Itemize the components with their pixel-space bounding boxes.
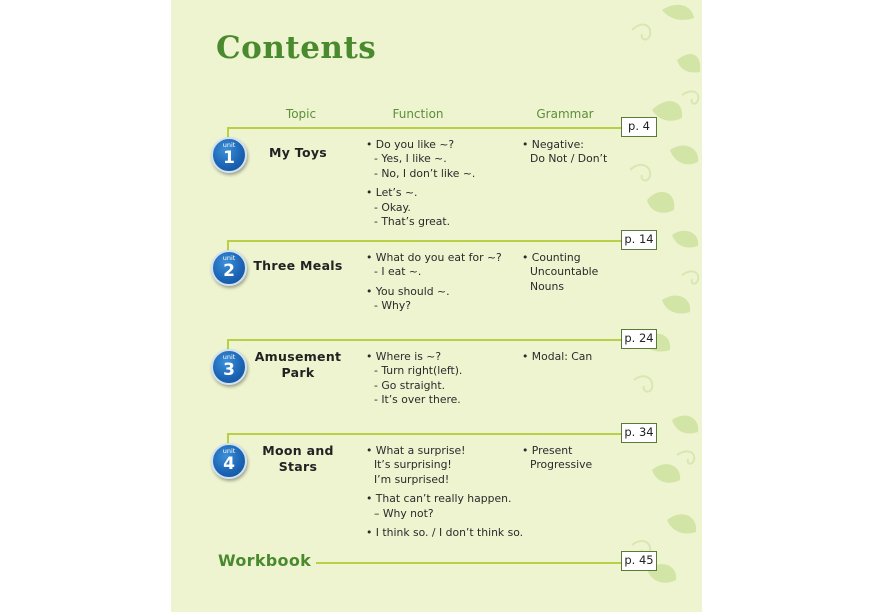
unit-divider-line (227, 339, 622, 341)
unit-topic-line: Amusement (254, 349, 342, 364)
unit-functions (366, 138, 516, 235)
column-header-topic: Topic (285, 107, 317, 121)
unit-topic[interactable] (249, 349, 347, 381)
grammar-point: • Modal: Can (522, 350, 593, 363)
unit-badge (211, 250, 247, 286)
column-header-function: Function (392, 107, 444, 121)
grammar-point: • Counting (522, 251, 581, 264)
function-item (366, 251, 516, 280)
unit-badge (211, 137, 247, 173)
function-response: - Go straight. (374, 378, 446, 392)
unit-badge (211, 443, 247, 479)
function-prompt: • Where is ~? (366, 350, 442, 363)
unit-badge-label: unit (222, 447, 236, 455)
unit-badge-label: unit (222, 141, 236, 149)
unit-badge-number: 4 (223, 454, 235, 474)
function-prompt: • What a surprise! (366, 444, 466, 457)
unit-functions (366, 444, 524, 546)
grammar-point: • Negative: (522, 138, 584, 151)
unit-topic-line: Three Meals (253, 258, 343, 273)
unit-topic[interactable] (249, 258, 347, 274)
contents-page (171, 0, 702, 612)
function-prompt: • Do you like ~? (366, 138, 455, 151)
unit-grammar (522, 138, 622, 167)
unit-functions (366, 350, 516, 413)
unit-divider-line (227, 433, 622, 435)
unit-badge (211, 349, 247, 385)
unit-grammar (522, 350, 622, 364)
function-response: - It’s over there. (374, 392, 461, 406)
function-response: – Why not? (374, 506, 434, 520)
unit-badge-label: unit (222, 254, 236, 262)
function-response: - Why? (374, 299, 411, 313)
unit-page-number[interactable]: p. 14 (621, 230, 657, 250)
unit-topic-line: Moon and (262, 443, 334, 458)
function-item (366, 492, 516, 521)
grammar-point: • Present (522, 444, 573, 457)
unit-topic-line: Stars (278, 459, 318, 474)
workbook-page-number[interactable]: p. 45 (621, 551, 657, 571)
unit-grammar (522, 251, 622, 294)
unit-functions (366, 251, 516, 319)
unit-divider-line (227, 240, 622, 242)
function-prompt: • I think so. / I don’t think so. (366, 526, 524, 540)
unit-topic[interactable] (249, 443, 347, 475)
function-item (366, 285, 516, 314)
function-item (366, 444, 516, 487)
grammar-point-line: Progressive (530, 458, 593, 472)
function-response: It’s surprising! (374, 458, 452, 472)
function-item (366, 350, 516, 407)
function-item (366, 526, 524, 540)
page-title: Contents (216, 30, 377, 66)
unit-topic-line: Park (281, 365, 315, 380)
function-item (366, 186, 516, 229)
function-response: - That’s great. (374, 214, 451, 228)
function-response: I’m surprised! (374, 472, 450, 486)
function-response: - I eat ~. (374, 265, 422, 279)
function-response: - No, I don’t like ~. (374, 166, 476, 180)
workbook-label[interactable]: Workbook (218, 551, 312, 570)
grammar-point-line: Nouns (530, 279, 564, 293)
column-header-grammar: Grammar (536, 107, 594, 121)
unit-page-number[interactable]: p. 24 (621, 329, 657, 349)
function-prompt: • That can’t really happen. (366, 492, 512, 506)
unit-badge-number: 1 (223, 148, 235, 168)
unit-topic[interactable] (249, 145, 347, 161)
function-prompt: • You should ~. (366, 285, 450, 299)
function-response: - Yes, I like ~. (374, 152, 447, 166)
grammar-point-line: Uncountable (530, 265, 599, 279)
unit-page-number[interactable]: p. 4 (621, 117, 657, 137)
grammar-point-line: Do Not / Don’t (530, 152, 608, 166)
unit-badge-number: 3 (223, 360, 235, 380)
function-item (366, 138, 516, 181)
function-response: - Turn right(left). (374, 364, 463, 378)
unit-topic-line: My Toys (268, 145, 328, 160)
function-prompt: • Let’s ~. (366, 186, 418, 200)
unit-badge-number: 2 (223, 261, 235, 281)
function-response: - Okay. (374, 200, 411, 214)
function-prompt: • What do you eat for ~? (366, 251, 502, 264)
workbook-leader-line (316, 562, 622, 564)
leaf-decoration (622, 0, 702, 612)
unit-page-number[interactable]: p. 34 (621, 423, 657, 443)
unit-divider-line (227, 127, 622, 129)
unit-grammar (522, 444, 622, 473)
unit-badge-label: unit (222, 353, 236, 361)
